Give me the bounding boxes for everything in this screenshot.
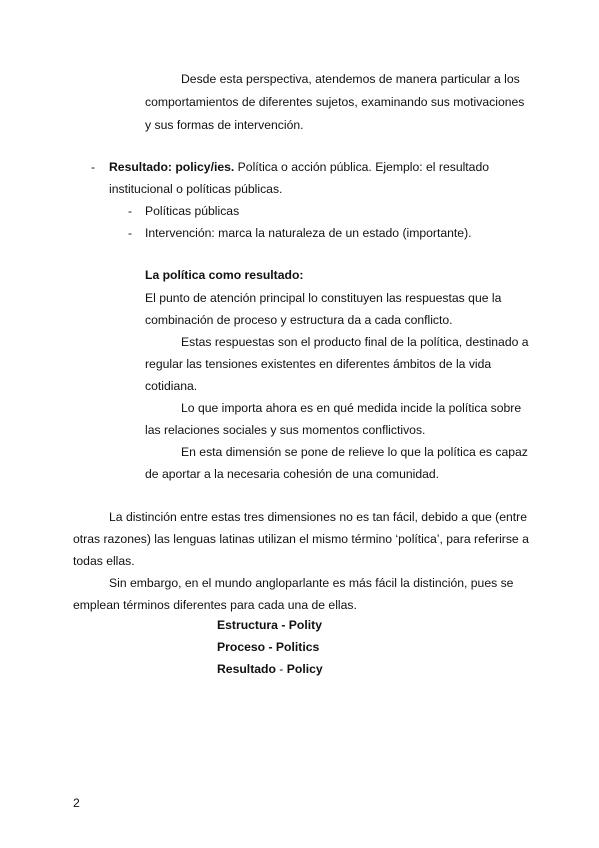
section-p3-line-1: Lo que importa ahora es en qué medida incide la política sobre [181, 401, 522, 415]
section-p3-line-2: las relaciones sociales y sus momentos conflictivos. [145, 423, 426, 437]
term-estructura: Estructura - Polity [217, 618, 322, 632]
section-p1-line-1: El punto de atención principal lo constituyen las respuestas que la [145, 291, 502, 305]
distinction-line-2: otras razones) las lenguas latinas utilizan el mismo término ‘política’, para referirse a [73, 532, 529, 546]
bullet-resultado-line-2: institucional o políticas públicas. [109, 182, 283, 196]
term-resultado-a: Resultado [217, 662, 276, 676]
bullet-resultado-line-1 [109, 159, 489, 175]
bullet-resultado-rest: Política o acción pública. Ejemplo: el resultado [234, 160, 490, 174]
term-resultado-b: Policy [286, 662, 323, 676]
section-heading: La política como resultado: [145, 268, 304, 282]
intro-line-2: comportamientos de diferentes sujetos, examinando sus motivaciones [145, 95, 525, 109]
section-p4-line-2: de aportar a la necesaria cohesión de una comunidad. [145, 467, 440, 481]
distinction-line-1: La distinción entre estas tres dimensiones no es tan fácil, debido a que (entre [109, 510, 528, 524]
section-p2-line-3: cotidiana. [145, 379, 198, 393]
page-number: 2 [73, 796, 80, 810]
subitem-intervencion: Intervención: marca la naturaleza de un estado (importante). [145, 226, 472, 240]
section-p1-line-2: combinación de proceso y estructura da a cada conflicto. [145, 313, 453, 327]
bullet-resultado-term: Resultado: policy/ies. [109, 160, 235, 174]
term-proceso: Proceso - Politics [217, 640, 320, 654]
bullet-marker: - [91, 160, 96, 174]
subitem-politicas-publicas: Políticas públicas [145, 204, 240, 218]
term-resultado [217, 661, 323, 677]
section-p4-line-1: En esta dimensión se pone de relieve lo que la política es capaz [181, 445, 528, 459]
english-line-2: emplean términos diferentes para cada una de ellas. [73, 598, 357, 612]
intro-line-3: y sus formas de intervención. [145, 118, 304, 132]
english-line-1: Sin embargo, en el mundo angloparlante es más fácil la distinción, pues se [109, 576, 514, 590]
distinction-line-3: todas ellas. [73, 554, 135, 568]
section-p2-line-2: regular las tensiones existentes en diferentes ámbitos de la vida [145, 357, 492, 371]
subitem-marker: - [128, 226, 133, 240]
intro-line-1: Desde esta perspectiva, atendemos de manera particular a los [181, 72, 520, 86]
subitem-marker: - [128, 204, 133, 218]
section-p2-line-1: Estas respuestas son el producto final de la política, destinado a [181, 335, 529, 349]
term-resultado-sep: - [275, 662, 287, 676]
